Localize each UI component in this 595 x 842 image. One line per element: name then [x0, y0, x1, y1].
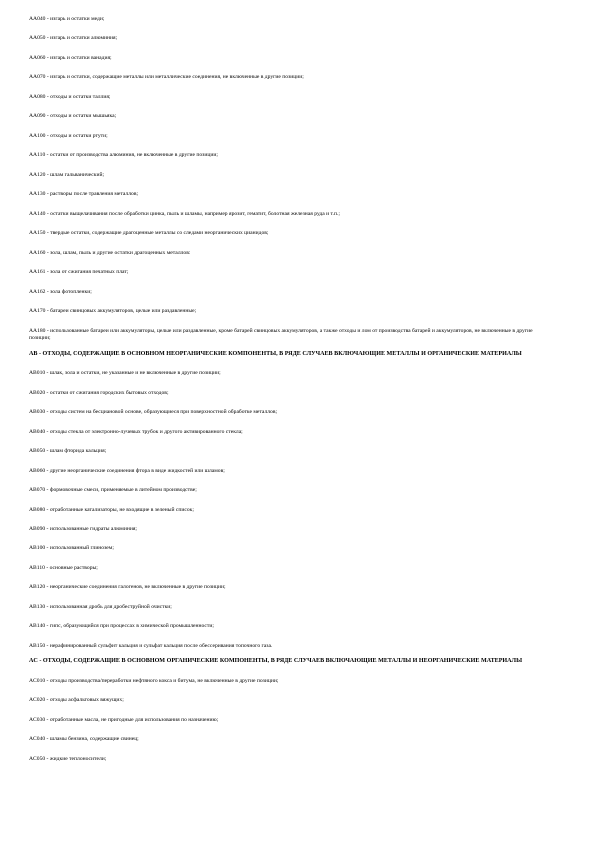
list-item: AA180 - использованные батареи или аккумуляторы, целые или раздавленные, кроме батарей свинцовых аккумуляторов, а также отходы и лом от производства батарей и аккумуляторов, не включенные в другие позиции; [29, 327, 533, 342]
waste-list [29, 16, 555, 763]
list-item: AA090 - отходы и остатки мышьяка; [29, 113, 117, 120]
list-item: AC030 - отработанные масла, не пригодные для использования по назначению; [29, 716, 219, 723]
list-item: AA060 - изгарь и остатки ванадия; [29, 54, 112, 61]
list-item: AC040 - шламы бензина, содержащие свинец; [29, 736, 139, 743]
list-item: AA110 - остатки от производства алюминия, не включенные в другие позиции; [29, 152, 218, 159]
list-item: AB150 - нерафинированный сульфит кальция и сульфат кальция после обессеривания топочного газа. [29, 642, 273, 649]
list-item: AB040 - отходы стекла от электронно-лучевых трубок и другого активированного стекла; [29, 428, 243, 435]
list-item: AB130 - использованная дробь для дробеструйной очистки; [29, 603, 172, 610]
list-item: AA040 - изгарь и остатки меди; [29, 16, 105, 22]
list-item: AB060 - другие неорганические соединения фтора в виде жидкостей или шламов; [29, 467, 225, 474]
list-item: AB140 - гипс, образующийся при процессах в химической промышленности; [29, 623, 214, 630]
list-item: AA070 - изгарь и остатки, содержащие металлы или металлические соединения, не включенные в другие позиции; [29, 74, 304, 81]
list-item: AA150 - твердые остатки, содержащие драгоценные металлы со следами неорганических цианидов; [29, 230, 269, 237]
list-item: AB100 - использованный глинозем; [29, 545, 114, 552]
list-item: AA170 - батареи свинцовых аккумуляторов, целые или раздавленные; [29, 308, 197, 315]
list-item: AC010 - отходы производства/переработки нефтяного кокса и битума, не включенные в другие позиции; [29, 677, 279, 684]
list-item: AC020 - отходы асфальтовых вяжущих; [29, 697, 124, 704]
list-item: AA161 - зола от сжигания печатных плат; [29, 269, 129, 276]
list-item: AB010 - шлак, зола и остатки, не указанные и не включенные в другие позиции; [29, 370, 221, 377]
list-item: AA080 - отходы и остатки таллия; [29, 93, 111, 100]
list-item: AB030 - отходы систем на бесциановой основе, образующиеся при поверхностной обработке металлов; [29, 409, 278, 416]
list-item: AA130 - растворы после травления металлов; [29, 191, 139, 198]
list-item: AB020 - остатки от сжигания городских бытовых отходов; [29, 389, 169, 396]
list-item: AB110 - основные растворы; [29, 564, 98, 571]
list-item: AB050 - шлам фторида кальция; [29, 448, 107, 455]
section-heading: AC - ОТХОДЫ, СОДЕРЖАЩИЕ В ОСНОВНОМ ОРГАНИЧЕСКИЕ КОМПОНЕНТЫ, В РЯДЕ СЛУЧАЕВ ВКЛЮЧАЮЩИЕ МЕТАЛЛЫ И НЕОРГАНИЧЕСКИЕ МАТЕРИАЛЫ [29, 658, 523, 665]
list-item: AA050 - изгарь и остатки алюминия; [29, 35, 118, 42]
list-item: AB090 - использованные гидраты алюминия; [29, 526, 137, 532]
list-item: AB120 - неорганические соединения галогенов, не включенные в другие позиции; [29, 584, 226, 591]
list-item: AB080 - отработанные катализаторы, не входящие в зеленый список; [29, 506, 194, 513]
list-item: AA162 - зола фотопленки; [29, 288, 92, 295]
section-heading: AB - ОТХОДЫ, СОДЕРЖАЩИЕ В ОСНОВНОМ НЕОРГАНИЧЕСКИЕ КОМПОНЕНТЫ, В РЯДЕ СЛУЧАЕВ ВКЛЮЧАЮЩИЕ МЕТАЛЛЫ И ОРГАНИЧЕСКИЕ МАТЕРИАЛЫ [29, 350, 522, 357]
list-item: AB070 - формовочные смеси, применяемые в литейном производстве; [29, 487, 197, 494]
list-item: AA100 - отходы и остатки ртути; [29, 132, 108, 139]
list-item: AC050 - жидкие теплоносители; [29, 755, 107, 762]
list-item: AA140 - остатки выщелачивания после обработки цинка, пыль и шламы, например ярозит, гематит, болотная железная руда и т.п.; [29, 210, 340, 217]
list-item: AA160 - зола, шлам, пыль и другие остатки драгоценных металлов: [29, 249, 191, 256]
list-item: AA120 - шлам гальванический; [29, 171, 105, 178]
